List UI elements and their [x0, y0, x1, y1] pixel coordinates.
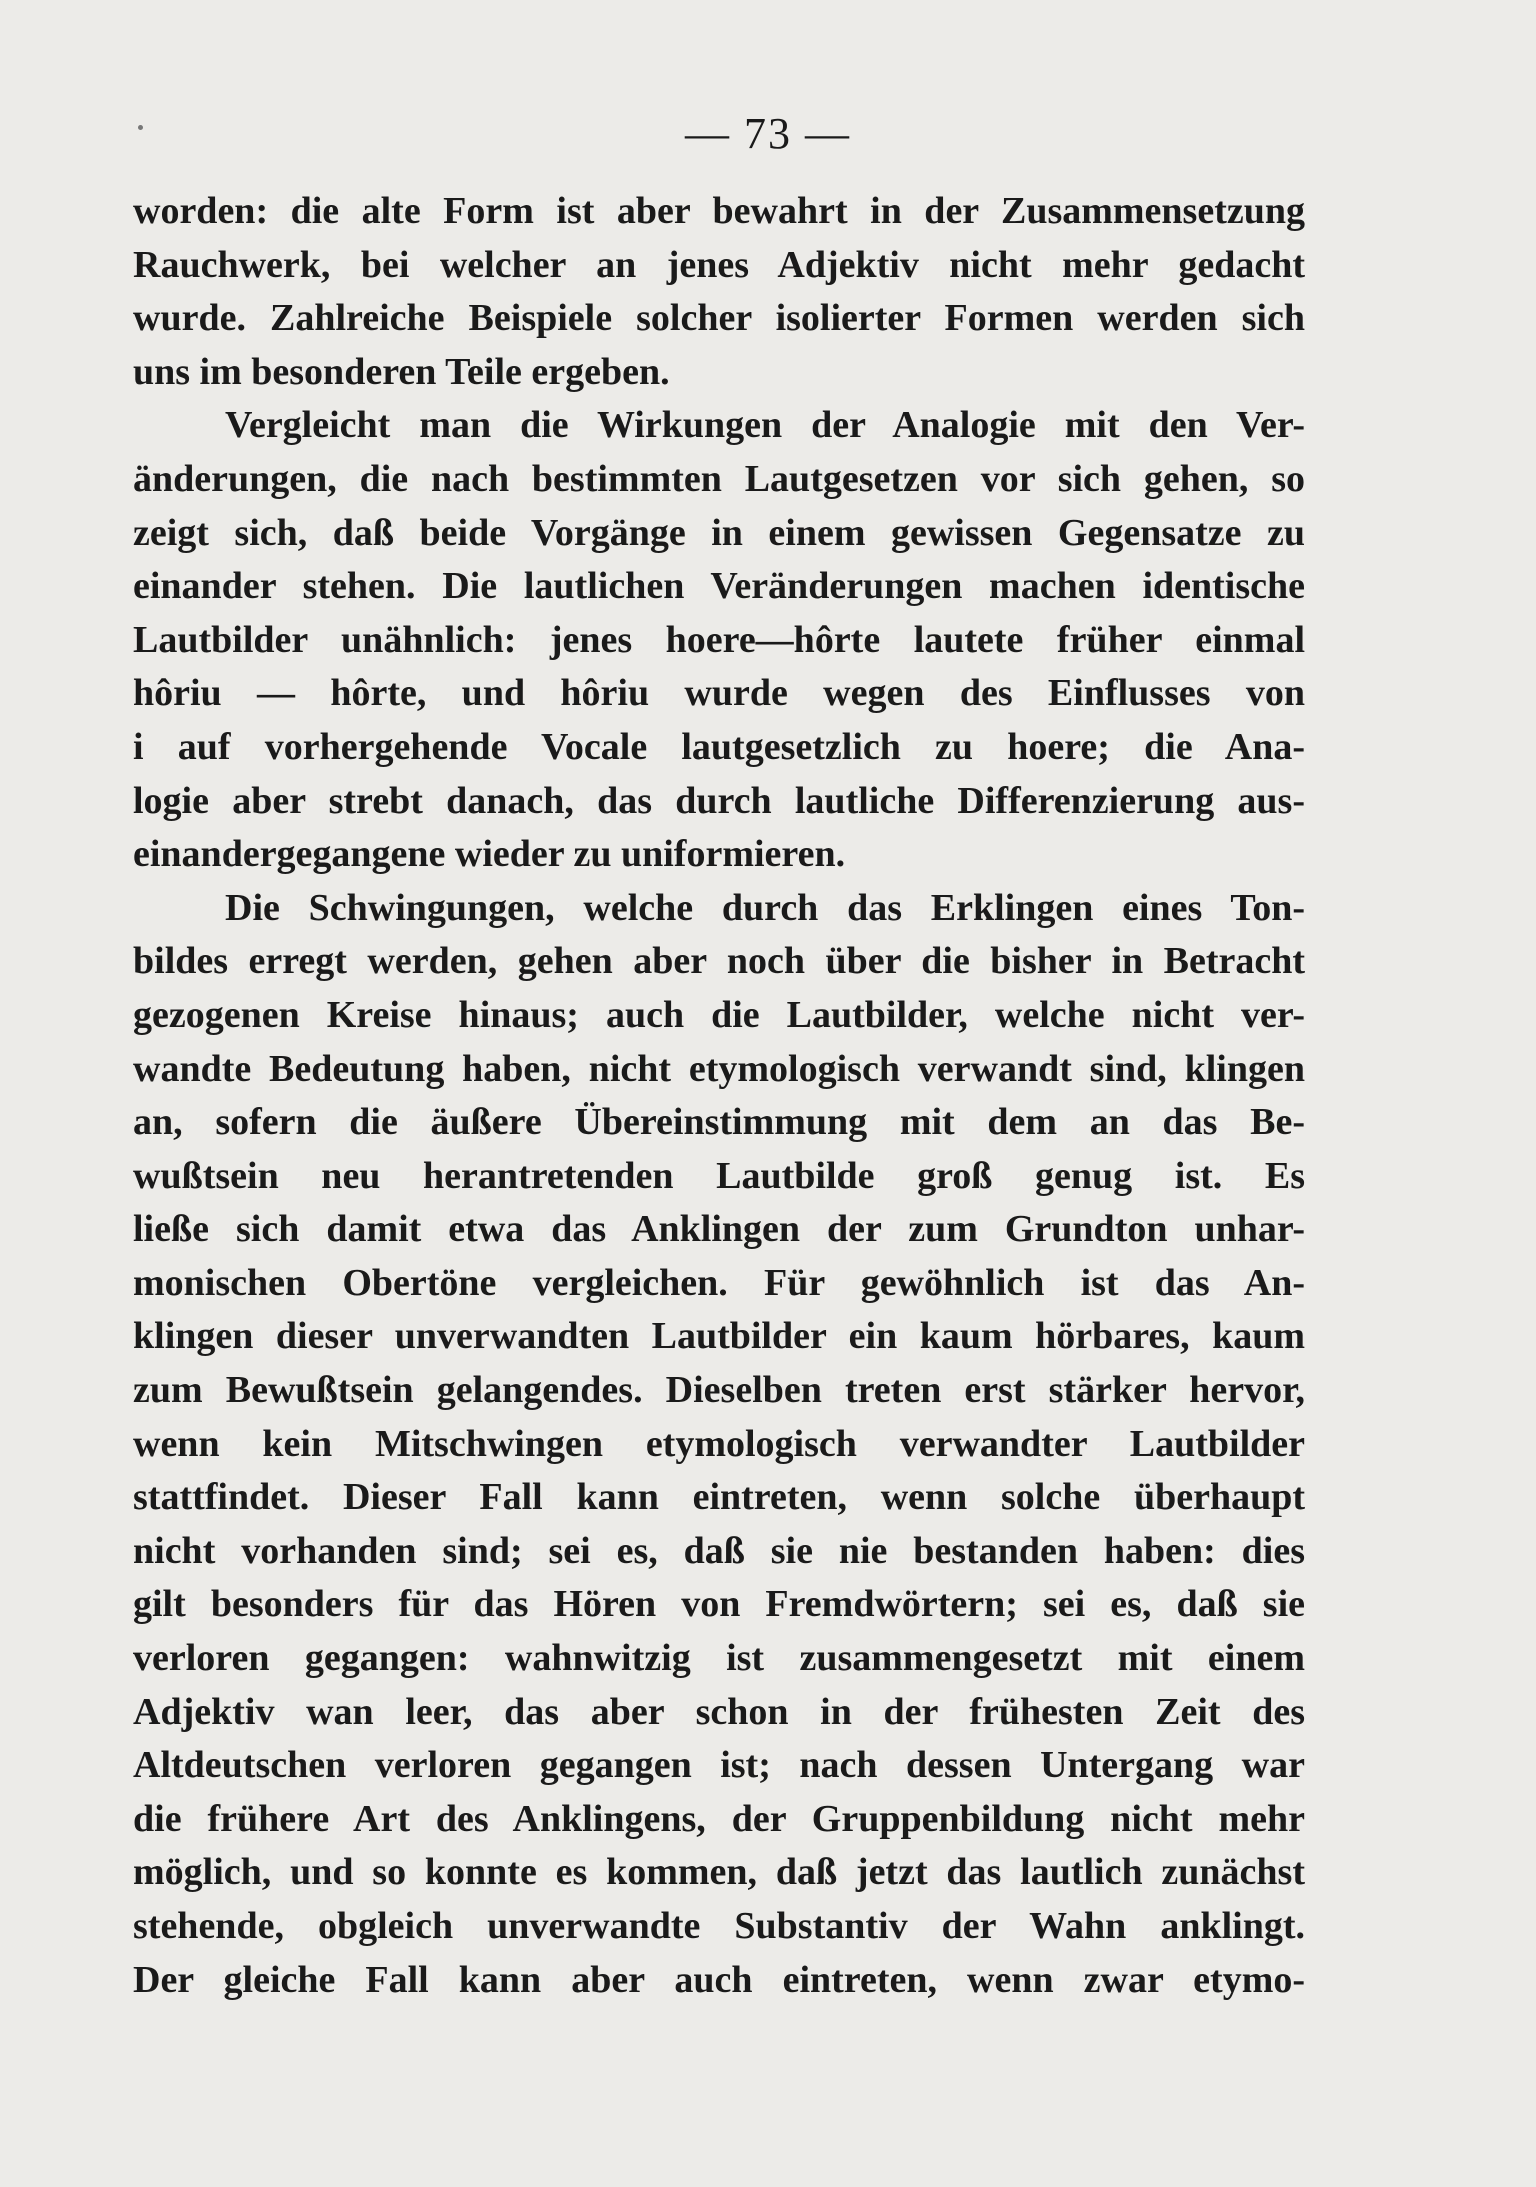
text-line: änderungen, die nach bestimmten Lautgesetzen vor sich gehen, so: [133, 457, 1305, 500]
text-line: nicht vorhanden sind; sei es, daß sie nie bestanden haben: dies: [133, 1529, 1305, 1572]
text-line: Adjektiv wan leer, das aber schon in der frühesten Zeit des: [133, 1690, 1305, 1733]
text-line: logie aber strebt danach, das durch lautliche Differenzierung aus-: [133, 779, 1305, 822]
text-line: gezogenen Kreise hinaus; auch die Lautbilder, welche nicht ver-: [133, 993, 1305, 1036]
text-line: wenn kein Mitschwingen etymologisch verwandter Lautbilder: [133, 1422, 1305, 1465]
text-line: bildes erregt werden, gehen aber noch über die bisher in Betracht: [133, 940, 1305, 983]
text-line: wurde. Zahlreiche Beispiele solcher isolierter Formen werden sich: [133, 297, 1305, 340]
text-line: uns im besonderen Teile ergeben.: [133, 350, 670, 393]
text-line: wußtsein neu herantretenden Lautbilde groß genug ist. Es: [133, 1154, 1305, 1197]
text-line: stattfindet. Dieser Fall kann eintreten, wenn solche überhaupt: [133, 1476, 1305, 1519]
text-line: möglich, und so konnte es kommen, daß jetzt das lautlich zunächst: [133, 1851, 1305, 1894]
text-line: an, sofern die äußere Übereinstimmung mit dem an das Be-: [133, 1101, 1305, 1144]
text-line: einander stehen. Die lautlichen Veränderungen machen identische: [133, 565, 1305, 608]
text-line: monischen Obertöne vergleichen. Für gewöhnlich ist das An-: [133, 1261, 1305, 1304]
text-line: worden: die alte Form ist aber bewahrt in der Zusammensetzung: [133, 190, 1305, 232]
text-line: zum Bewußtsein gelangendes. Dieselben treten erst stärker hervor,: [133, 1369, 1305, 1412]
text-line: Vergleicht man die Wirkungen der Analogie mit den Ver-: [225, 404, 1305, 447]
text-line: Die Schwingungen, welche durch das Erklingen eines Ton-: [225, 886, 1305, 929]
text-line: wandte Bedeutung haben, nicht etymologisch verwandt sind, klingen: [133, 1047, 1305, 1090]
text-line: zeigt sich, daß beide Vorgänge in einem gewissen Gegensatze zu: [133, 511, 1305, 554]
text-line: hôriu — hôrte, und hôriu wurde wegen des Einflusses von: [133, 672, 1305, 715]
text-line: stehende, obgleich unverwandte Substantiv der Wahn anklingt.: [133, 1905, 1305, 1947]
text-line: Lautbilder unähnlich: jenes hoere—hôrte lautete früher einmal: [133, 618, 1305, 661]
text-line: die frühere Art des Anklingens, der Gruppenbildung nicht mehr: [133, 1797, 1305, 1840]
text-line: gilt besonders für das Hören von Fremdwörtern; sei es, daß sie: [133, 1583, 1305, 1626]
body-text: [133, 185, 1305, 2007]
text-line: verloren gegangen: wahnwitzig ist zusammengesetzt mit einem: [133, 1637, 1305, 1680]
text-line: Der gleiche Fall kann aber auch eintreten, wenn zwar etymo-: [133, 1958, 1305, 2001]
text-line: klingen dieser unverwandten Lautbilder ein kaum hörbares, kaum: [133, 1315, 1305, 1358]
text-line: Rauchwerk, bei welcher an jenes Adjektiv nicht mehr gedacht: [133, 243, 1305, 286]
text-line: ließe sich damit etwa das Anklingen der zum Grundton unhar-: [133, 1208, 1305, 1251]
text-line: Altdeutschen verloren gegangen ist; nach dessen Untergang war: [133, 1744, 1305, 1787]
text-line: einandergegangene wieder zu uniformieren.: [133, 833, 846, 876]
page-number: — 73 —: [685, 109, 851, 158]
text-line: i auf vorhergehende Vocale lautgesetzlich zu hoere; die Ana-: [133, 725, 1305, 768]
